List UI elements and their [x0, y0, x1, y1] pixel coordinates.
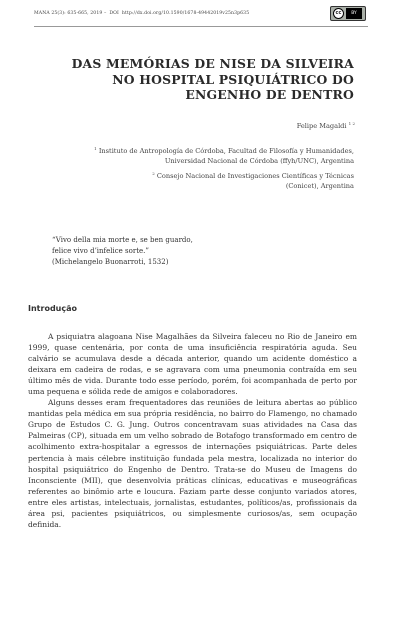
article-title [40, 56, 354, 103]
epigraph-line: felice vivo d’infelice sorte.” [52, 247, 149, 255]
attribution-icon: BY [346, 8, 362, 19]
epigraph-line: “Vivo della mia morte e, se ben guardo, [52, 236, 193, 244]
affiliation-line: Instituto de Antropología de Córdoba, Facultad de Filosofía y Humanidades, [98, 147, 354, 156]
affiliation-line: (Conicet), Argentina [285, 181, 354, 190]
paragraph: A psiquiatra alagoana Nise Magalhães da Silveira faleceu no Rio de Janeiro em 1999, quase centenária, por conta de uma insuficiência respiratória aguda. Seu calvário se acumulava desde a década anterior, quando um acidente doméstico a deixara em cadeira de rodas, e se agravara com uma pneumonia contraída em seu último mês de vida. Durante todo esse período, porém, foi acompanhada de perto por uma pequena e sólida rede de amigos e colaboradores. [28, 332, 357, 397]
author-affiliation-marks: 1 2 [348, 121, 355, 126]
epigraph-attribution: (Michelangelo Buonarroti, 1532) [52, 258, 169, 266]
author-text: Felipe Magaldi [296, 122, 347, 131]
journal-header [34, 11, 252, 16]
section-heading: Introdução [28, 304, 77, 313]
title-line: DAS MEMÓRIAS DE NISE DA SILVEIRA [71, 56, 354, 71]
author-name [297, 121, 355, 130]
doi-label: DOI [109, 11, 119, 16]
affiliation-number: 1 [94, 146, 97, 151]
epigraph [52, 235, 193, 268]
cc-icon: cc [333, 8, 344, 19]
affiliation-item [40, 169, 354, 191]
doi-link[interactable]: http://dx.doi.org/10.1590/1678-49442019v25n3p635 [121, 11, 250, 16]
paragraph: Alguns desses eram frequentadores das reuniões de leitura abertas ao público mantidas pela médica em sua própria residência, no bairro do Flamengo, no chamado Grupo de Estudos C. G. Jung. Outros concentravam suas atividades na Casa das Palmeiras (CP), situada em um velho sobrado de Botafogo transformado em centro de acolhimento extra-hospitalar a egressos de internações psiquiátricas. Parte deles pertencia à mais célebre instituição fundada pela mestra, localizada no interior do hospital psiquiátrico do Engenho de Dentro. Trata-se do Museu de Imagens do Inconsciente (MII), que desenvolvia práticas clínicas, educativas e museográficas referentes ao binômio arte e loucura. Faziam parte desse conjunto variados atores, entre eles artistas, intelectuais, jornalistas, estudantes, políticos/as, profissionais da área psi, pacientes psiquiátricos, ou simplesmente curiosos/as, sem ocupação definida. [28, 398, 357, 529]
title-line: ENGENHO DE DENTRO [185, 87, 354, 102]
affiliation-line: Universidad Nacional de Córdoba (ffyh/UNC), Argentina [164, 156, 354, 165]
cc-license-badge[interactable] [330, 6, 366, 21]
affiliation-item [40, 144, 354, 166]
title-line: NO HOSPITAL PSIQUIÁTRICO DO [112, 71, 354, 87]
header-divider [34, 26, 368, 27]
affiliation-line: Consejo Nacional de Investigaciones Científicas y Técnicas [156, 172, 354, 181]
body-text [28, 331, 357, 530]
journal-reference: MANA 25(3): 635-665, 2019 – [34, 11, 107, 16]
affiliations [40, 144, 354, 194]
affiliation-number: 2 [152, 171, 155, 176]
